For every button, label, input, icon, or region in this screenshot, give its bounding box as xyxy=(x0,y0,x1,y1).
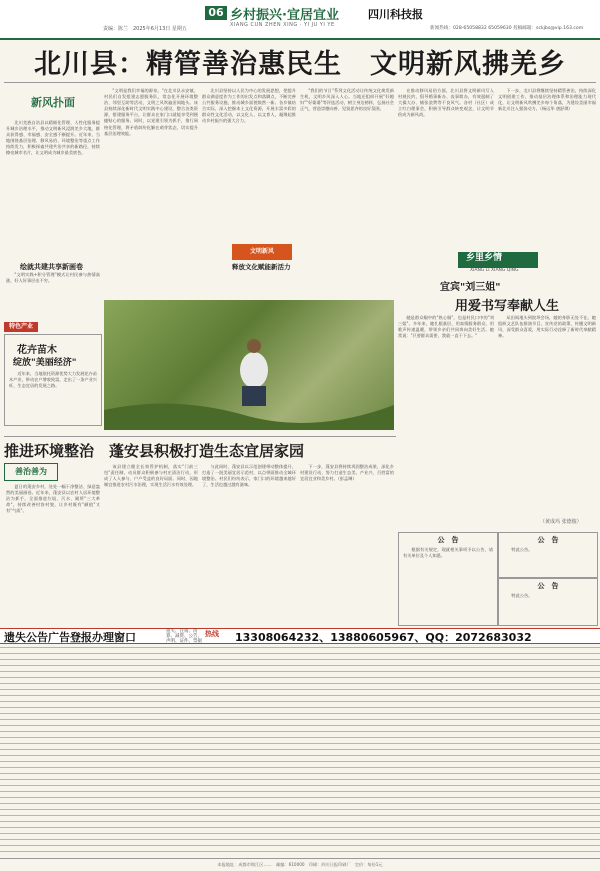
article-col-1: "文明是我们幸福的源泉。"在北川县永安镇，村民们自发组建志愿服务队，常态化开展环境整治、邻里互助等活动，文明之风吹遍田间地头。该县持续深化新时代文明实践中心建设，整合各类资源，搭建服务平台，让群众在家门口就能享受到便捷贴心的服务。同时，以党建引领为抓手，推行网格化管理，将矛盾纠纷化解在萌芽状态，切实提升基层治理效能。 xyxy=(104,88,198,136)
feature-col-2: 从田间地头到院坝会场，她的身影无处不在。她组织文艺队伍排演节目，宣传党的政策，传播文明新风，深受群众喜爱，用实际行动诠释了新时代奉献精神。 xyxy=(498,315,596,339)
caption-tag-text: 文明新风 xyxy=(249,248,274,255)
ad-column xyxy=(500,644,600,856)
feature-col-1: 她是群众眼中的"热心肠"，也是村民口中的"刘三姐"。多年来，她扎根基层，用真情服务群众，用歌声传递温暖，带领乡亲们共同奔向美好生活。她常说："只要群众需要，我就一直干下去。" xyxy=(398,315,494,339)
notice-title-2: 公 告 xyxy=(537,536,559,544)
flower-box xyxy=(4,334,102,426)
ad-column xyxy=(300,644,401,856)
field-photo xyxy=(104,300,394,430)
feature-bar: 特色产业 xyxy=(4,322,38,332)
ad-column xyxy=(100,644,201,856)
feature-kicker: 宜宾"刘三姐" xyxy=(440,282,501,293)
feature-byline: （黄成玛 张德俊） xyxy=(540,519,582,525)
feature-title: 用爱书写奉献人生 xyxy=(455,299,560,314)
shanzhi-label: 善治善为 xyxy=(15,467,47,476)
ad-phone: 13308064232、13880605967、QQ：2072683032 xyxy=(235,631,532,644)
second-headline: 推进环境整治 蓬安县积极打造生态宜居家园 xyxy=(4,442,305,460)
feature-logo-box xyxy=(458,252,538,268)
env-col-3: 与此同时，蓬安县以示范创建带动整体提升，打造了一批美丽宜居示范村，以点带面推动全域环境整治。村民们纷纷表示，家门口的环境越来越好了，生活也越过越有滋味。 xyxy=(202,464,296,488)
divider-2 xyxy=(4,436,396,437)
env-col-4: 下一步，蓬安县将持续巩固整治成果，深化乡村建设行动，努力打造生态美、产业兴、百姓富的宜居宜业和美乡村。（彭孟琳） xyxy=(300,464,394,482)
article-col-5: 下一步，北川县将继续坚持精管善治，持续深化文明创建工作，推动基层治理体系和治理能力现代化，让文明新风吹拂羌乡每个角落，为建设美丽幸福新北川注入强劲动力。（杨远华 唐舒琪） xyxy=(498,88,596,112)
ad-column xyxy=(0,644,101,856)
newspaper-logo: 四川科技报 xyxy=(368,8,423,21)
article-col-3: "我们的节日"系列文化活动让传统文化焕发新生机，文明乡风深入人心。当地还组织开展"好媳妇""好婆婆"等评选活动，树立身边榜样，弘扬社会正气，营造崇德向善、见贤思齐的良好氛围。 xyxy=(300,88,394,112)
feature-logo: 乡里乡情 xyxy=(466,253,503,263)
mid-caption: 释放文化赋能新活力 xyxy=(232,263,291,271)
env-col-1: 夏日的蓬安乡村，处处一幅干净整洁、绿意盎然的美丽画卷。近年来，蓬安县以农村人居环境整治为抓手，全面推进垃圾、污水、厕所"三大革命"，持续改善村容村貌，让乡村既有"颜值"又有"气质"。 xyxy=(6,484,100,514)
notice-box-2: 公 告 特此公告。 xyxy=(498,532,598,578)
section-title: 乡村振兴·宜居宜业 xyxy=(230,8,339,23)
notice-box-3: 公 告 特此公告。 xyxy=(498,578,598,626)
page-number: 06 xyxy=(205,6,227,20)
main-headline: 北川县：精管善治惠民生 文明新风拂羌乡 xyxy=(34,49,566,80)
page-footer: 本报地址：成都市锦江区…… 邮编：610000 印刷：四川日报印刷厂 定价：每份1元 xyxy=(0,858,600,871)
farmer-illustration xyxy=(104,300,394,430)
ad-hotline-label: 热线 xyxy=(205,630,219,638)
intro-text: 北川羌族自治县以精细化管理、人性化服务提升城乡治理水平，推动文明新风浸润羌乡大地，群众获得感、幸福感、安全感不断提升。近年来，当地围绕基层治理、移风易俗、环境整治等重点工作持续发力，积极探索共建共治共享的新路径，持续擦亮城市名片，让文明成为城乡最美底色。 xyxy=(6,120,100,156)
flower-title-2: 绽放"美丽经济" xyxy=(13,358,77,368)
issue-meta: 责编：陈兰 2025年6月13日 星期五 xyxy=(103,26,187,32)
notice-title-1: 公 告 xyxy=(437,536,459,544)
notice-title-3: 公 告 xyxy=(537,582,559,590)
ad-subtitle: 遗失、注销、清算、减资、公告、声明、证件、票据 xyxy=(166,629,202,645)
flower-title-1: 花卉苗木 xyxy=(17,345,57,356)
flower-text: 近年来，当地依托资源优势大力发展花卉苗木产业，带动农户增收致富，走出了一条产业兴旺、生态宜居的发展之路。 xyxy=(9,371,97,389)
classified-ads xyxy=(0,644,600,856)
section-pinyin: XIANG CUN ZHEN XING · YI JU YI YE xyxy=(230,22,335,28)
article-col-2: 北川县坚持以人民为中心的发展思想，把提升群众满意度作为工作的出发点和落脚点，不断完善公共服务设施，推动城乡面貌焕然一新。各乡镇结合实际，深入挖掘本土文化资源，开展丰富多彩的群众性文化活动，以文化人、以文育人，凝聚起推动乡村振兴的强大合力。 xyxy=(202,88,296,124)
left-subhead: 绘就共建共享新画卷 xyxy=(20,263,83,271)
left-text-2: "文明实践+积分管理"模式让村民参与热情高涨，好人好事层出不穷。 xyxy=(6,272,100,284)
shanzhi-box xyxy=(4,463,58,481)
article-col-4: 在推动移风易俗方面，北川县将文明新风写入村规民约，倡导婚事新办、丧事简办，有效遏制了大操大办、铺张浪费等不良风气。各村（社区）成立红白理事会，积极引导群众转变观念，让文明节俭成为新风尚。 xyxy=(398,88,494,118)
notice-box-1: 公 告 根据有关规定，现就相关事项予以公告，请有关单位及个人知悉。 xyxy=(398,532,498,626)
caption-tag xyxy=(232,244,292,260)
section-logo-text: 新风扑面 xyxy=(31,96,75,109)
ad-column xyxy=(400,644,501,856)
contact-info: 新闻热线：028-65058832 65059630 投稿邮箱：sckjbs@vip.163.com xyxy=(430,26,584,31)
env-col-2: 该县建立健全长效管护机制，落实"门前三包"责任制，动员群众积极参与村庄清洁行动，形成了人人参与、户户受益的良好局面。同时，因地制宜推进农村污水治理，实现生活污水有效处理。 xyxy=(104,464,198,488)
ad-title: 遗失公告广告登报办理窗口 xyxy=(4,631,136,644)
divider xyxy=(4,82,596,83)
ad-column xyxy=(200,644,301,856)
feature-pinyin: XIANG LI XIANG QING xyxy=(470,268,519,273)
